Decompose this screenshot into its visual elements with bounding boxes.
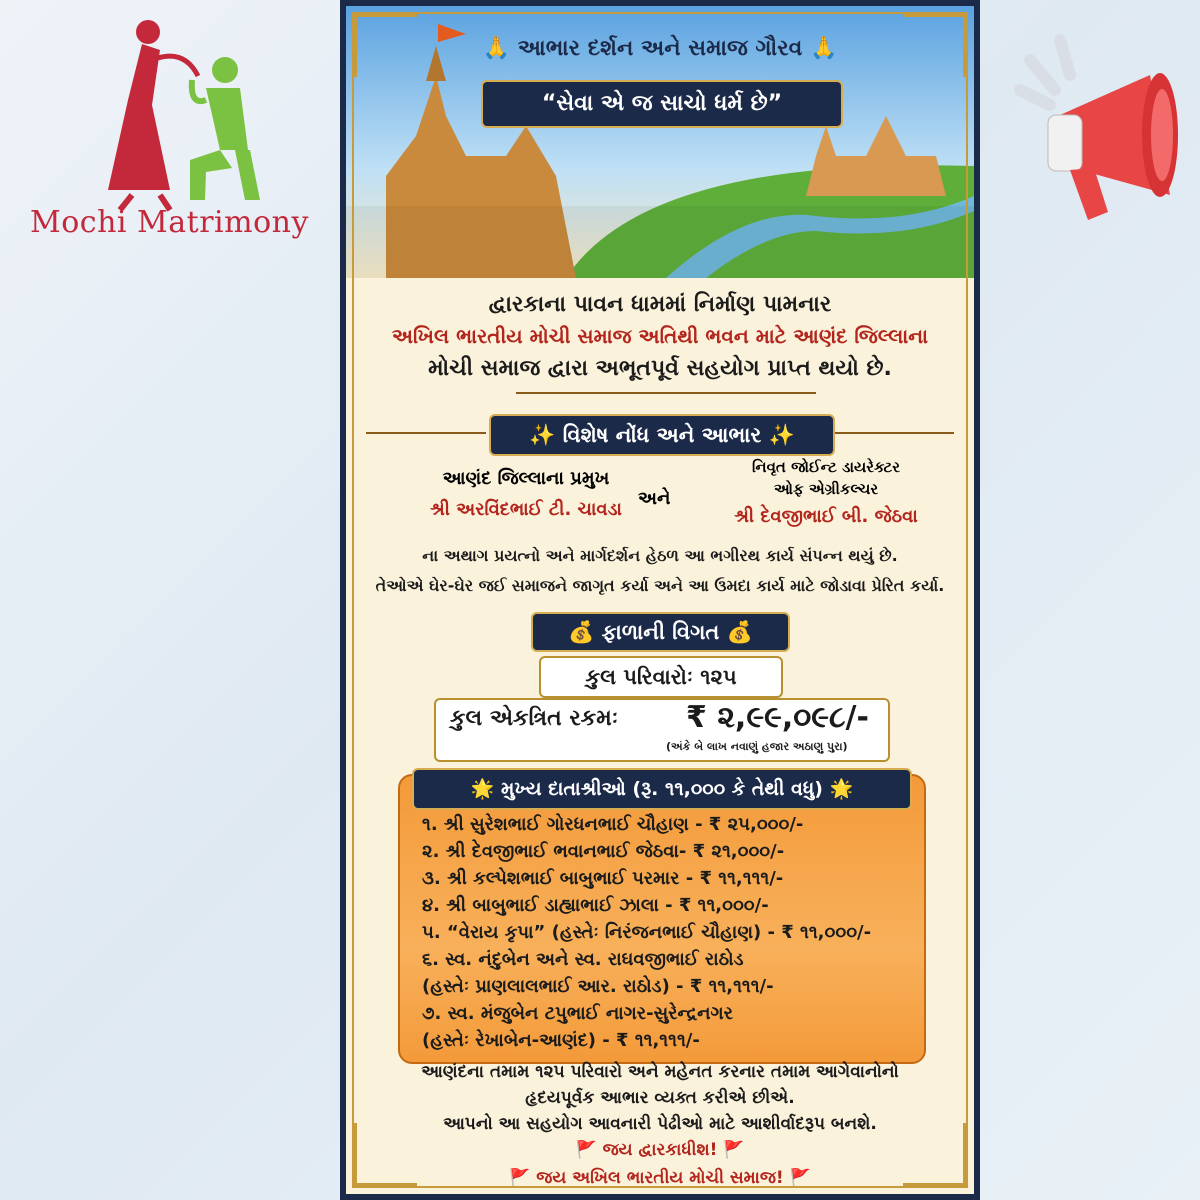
contribution-banner: 💰 ફાળાની વિગત 💰 [531, 612, 790, 652]
leader-right [706, 458, 946, 527]
leader-right-role-1: નિવૃત જોઈન્ટ ડાયરેક્ટર [752, 458, 900, 476]
special-note-banner: ✨ વિશેષ નોંધ અને આભાર ✨ [489, 414, 835, 456]
amount-value: ₹ ૨,૯૯,૦૯૮/- [686, 700, 869, 735]
amount-label: કુલ એકત્રિત રકમઃ [450, 706, 619, 731]
leader-right-role-2: ઓફ એગ્રીકલ્ચર [773, 480, 879, 498]
donor-item: ૩. શ્રી કલ્પેશભાઈ બાબુભાઈ પરમાર - ₹ ૧૧,૧૧૧/- [422, 868, 784, 889]
thanks-line-1: આણંદના તમામ ૧૨૫ પરિવારો અને મહેનત કરનાર તમામ આગેવાનોનો [421, 1062, 899, 1082]
donor-item: ૫. “વેરાય કૃપા” (હસ્તેઃ નિરંજનભાઈ ચૌહાણ) - ₹ ૧૧,૦૦૦/- [422, 922, 872, 943]
donor-item: ૨. શ્રી દેવજીભાઈ ભવાનભાઈ જેઠવા- ₹ ૨૧,૦૦૦/- [422, 841, 785, 862]
thanks-line-3: આપનો આ સહયોગ આવનારી પેઢીઓ માટે આશીર્વાદરૂપ બનશે. [443, 1114, 877, 1134]
total-amount-box [434, 698, 890, 762]
note-line-2: તેઓએ ઘેર-ઘેર જઈ સમાજને જાગૃત કર્યા અને આ ઉમદા કાર્ય માટે જોડાવા પ્રેરિત કર્યા. [375, 576, 945, 595]
leader-left-role: આણંદ જિલ્લાના પ્રમુખ [442, 468, 610, 489]
donor-item: ૬. સ્વ. નંદુબેન અને સ્વ. રાઘવજીભાઈ રાઠોડ [422, 949, 744, 970]
poster-top-title: 🙏 આભાર દર્શન અને સમાજ ગૌરવ 🙏 [482, 36, 838, 61]
intro-line-1: દ્વારકાના પાવન ધામમાં નિર્માણ પામનાર [488, 292, 832, 317]
donor-item: ૧. શ્રી સુરેશભાઈ ગોરધનભાઈ ચૌહાણ - ₹ ૨૫,૦૦૦/- [422, 814, 804, 835]
donor-item: ૪. શ્રી બાબુભાઈ ડાહ્યાભાઈ ઝાલા - ₹ ૧૧,૦૦૦/- [422, 895, 769, 916]
leader-left [406, 468, 646, 520]
intro-line-2: અખિલ ભારતીય મોચી સમાજ અતિથી ભવન માટે આણંદ જિલ્લાના [391, 324, 929, 348]
banner-line-right [834, 432, 954, 434]
donor-item: (હસ્તેઃ રેખાબેન-આણંદ) - ₹ ૧૧,૧૧૧/- [422, 1030, 700, 1051]
ornament-divider [516, 392, 816, 394]
leader-left-name: શ્રી અરવિંદભાઈ ટી. ચાવડા [430, 499, 622, 520]
donors-title: 🌟 મુખ્ય દાતાશ્રીઓ (રૂ. ૧૧,૦૦૦ કે તેથી વધુ) 🌟 [412, 768, 912, 810]
announcement-poster [340, 0, 980, 1200]
total-families: કુલ પરિવારોઃ ૧૨૫ [539, 656, 783, 698]
brand-name: Mochi Matrimony [30, 205, 309, 240]
corner-ornament [354, 14, 417, 77]
jai-dwarkadhish: 🚩 જય દ્વારકાધીશ! 🚩 [575, 1140, 745, 1160]
leader-right-name: શ્રી દેવજીભાઈ બી. જેઠવા [734, 506, 918, 527]
and-connector: અને [638, 488, 671, 509]
note-line-1: ના અથાગ પ્રયત્નો અને માર્ગદર્શન હેઠળ આ ભગીરથ કાર્ય સંપન્ન થયું છે. [422, 546, 898, 565]
donor-item: (હસ્તેઃ પ્રાણલાલભાઈ આર. રાઠોડ) - ₹ ૧૧,૧૧૧/- [422, 976, 774, 997]
thanks-line-2: હૃદયપૂર્વક આભાર વ્યક્ત કરીએ છીએ. [525, 1088, 795, 1108]
corner-ornament [903, 14, 966, 77]
corner-ornament [903, 1123, 966, 1186]
banner-line-left [366, 432, 486, 434]
corner-ornament [354, 1123, 417, 1186]
intro-line-3: મોચી સમાજ દ્વારા અભૂતપૂર્વ સહયોગ પ્રાપ્ત થયો છે. [428, 356, 892, 381]
amount-words: (અંકે બે લાખ નવાણું હજાર અઠાણુ પુરા) [666, 740, 848, 753]
jai-samaj: 🚩 જય અખિલ ભારતીય મોચી સમાજ! 🚩 [509, 1168, 811, 1188]
donor-item: ૭. સ્વ. મંજુબેન ટપુભાઈ નાગર-સુરેન્દ્રનગર [422, 1003, 733, 1024]
megaphone-icon [1000, 20, 1190, 240]
slogan-banner: “સેવા એ જ સાચો ધર્મ છે” [481, 80, 843, 128]
